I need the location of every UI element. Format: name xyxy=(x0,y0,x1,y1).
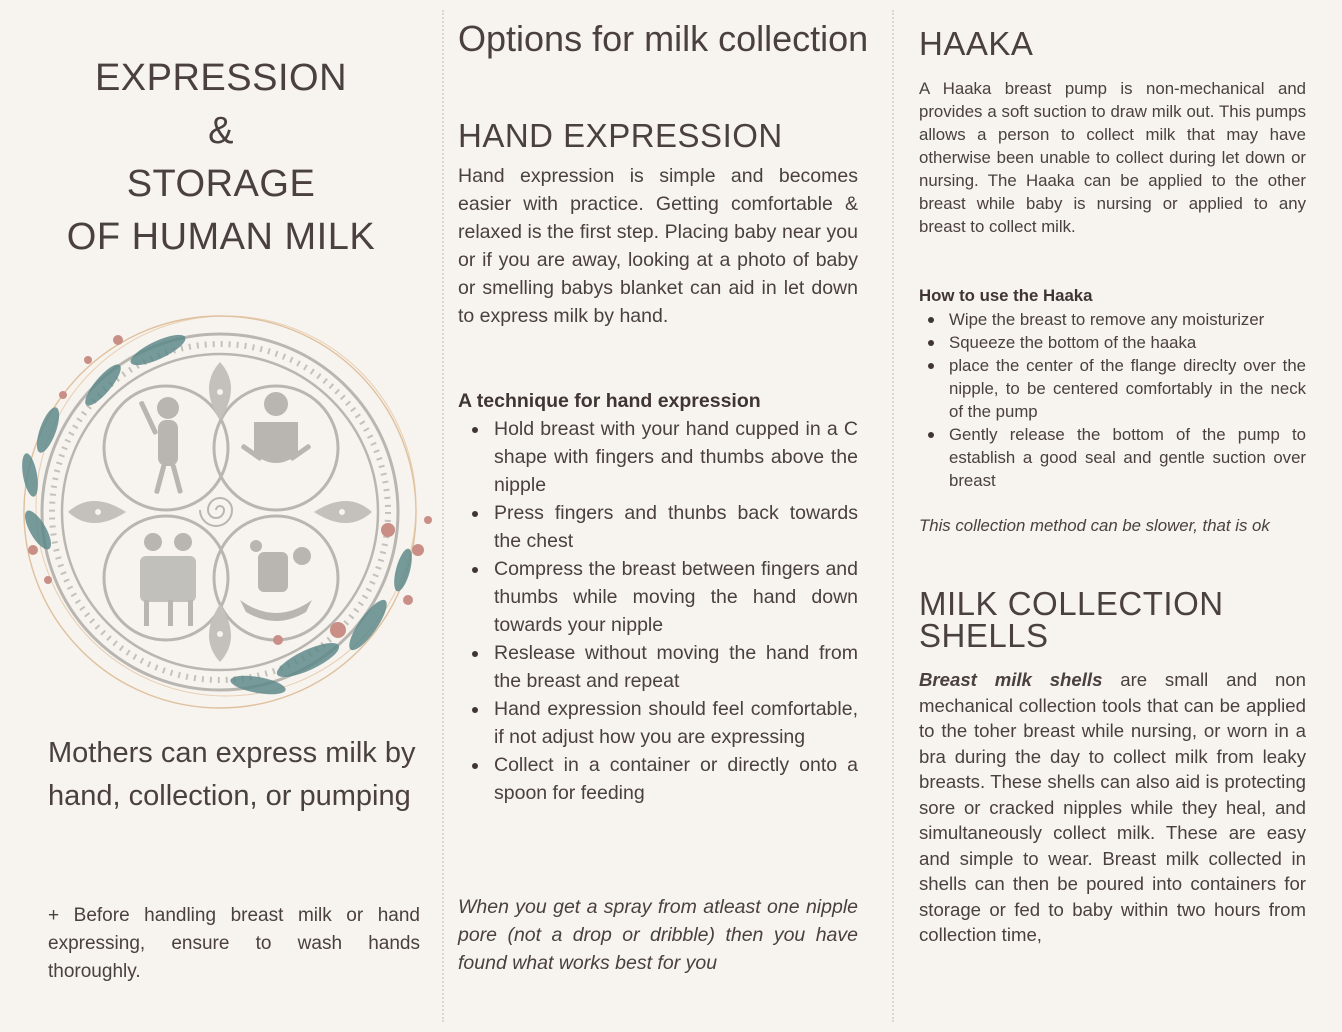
collection-options-heading: Options for milk collection xyxy=(458,18,869,59)
haaka-closing: This collection method can be slower, that is ok xyxy=(919,516,1270,535)
shells-heading: MILK COLLECTION SHELLS xyxy=(919,585,1224,654)
shells-lead-term: Breast milk shells xyxy=(919,669,1103,690)
shells-body xyxy=(919,667,1306,948)
haaka-howto-heading: How to use the Haaka xyxy=(919,286,1093,305)
list-item: Reslease without moving the hand from the breast and repeat xyxy=(458,639,858,695)
cover-title xyxy=(0,52,442,264)
list-item: Wipe the breast to remove any moisturizer xyxy=(919,308,1306,331)
technique-steps-list xyxy=(458,415,858,807)
list-item: Compress the breast between fingers and thumbs while moving the hand down towards your nipple xyxy=(458,555,858,639)
list-item: Press fingers and thunbs back towards the chest xyxy=(458,499,858,555)
intro-statement: Mothers can express milk by hand, collection, or pumping xyxy=(48,737,416,812)
list-item: Hand expression should feel comfortable, if not adjust how you are expressing xyxy=(458,695,858,751)
cover-title-line-2: & xyxy=(208,110,234,152)
haaka-shells-panel xyxy=(894,0,1342,1032)
list-item: Hold breast with your hand cupped in a C shape with fingers and thumbs above the nipple xyxy=(458,415,858,499)
cover-title-line-4: OF HUMAN MILK xyxy=(66,216,376,258)
list-item: Gently release the bottom of the pump to establish a good seal and gentle suction over breast xyxy=(919,423,1306,492)
hand-expression-body: Hand expression is simple and becomes easier with practice. Getting comfortable & relaxed is the first step. Placing baby near you or if you are away, looking at a photo of baby or smelling babys blanket can aid in let down to express milk by hand. xyxy=(458,165,858,327)
hygiene-note: + Before handling breast milk or hand expressing, ensure to wash hands thoroughly. xyxy=(48,905,420,982)
technique-heading: A technique for hand expression xyxy=(458,390,761,412)
hand-expression-closing: When you get a spray from atleast one nipple pore (not a drop or dribble) then you have found what works best for you xyxy=(458,896,858,974)
haaka-body: A Haaka breast pump is non-mechanical and provides a soft suction to draw milk out. This pumps allows a person to collect milk that may have otherwise been unable to collect during let down or nursing. The Haaka can be applied to the other breast while baby is nursing or applied to any breast to collect milk. xyxy=(919,79,1306,236)
cover-title-line-3: STORAGE xyxy=(126,163,316,205)
collection-options-panel xyxy=(444,0,892,1032)
cover-panel xyxy=(0,0,442,1032)
list-item: Squeeze the bottom of the haaka xyxy=(919,331,1306,354)
haaka-heading: HAAKA xyxy=(919,25,1034,62)
shells-body-text: are small and non mechanical collection tools that can be applied to the toher breast while nursing, or worn in a bra during the day to collect milk from leaky breasts. These shells can also aid is protecting sore or cracked nipples while they heal, and simultaneously collect milk. These are easy and simple to wear. Breast milk collected in shells can then be poured into containers for storage or fed to baby within two hours from collection time, xyxy=(919,669,1306,945)
floral-emblem-illustration xyxy=(8,300,452,710)
cover-title-line-1: EXPRESSION xyxy=(94,57,348,99)
hand-expression-heading: HAND EXPRESSION xyxy=(458,117,783,154)
list-item: place the center of the flange direclty over the nipple, to be centered comfortably in the neck of the pump xyxy=(919,354,1306,423)
list-item: Collect in a container or directly onto a spoon for feeding xyxy=(458,751,858,807)
haaka-steps-list xyxy=(919,308,1306,492)
